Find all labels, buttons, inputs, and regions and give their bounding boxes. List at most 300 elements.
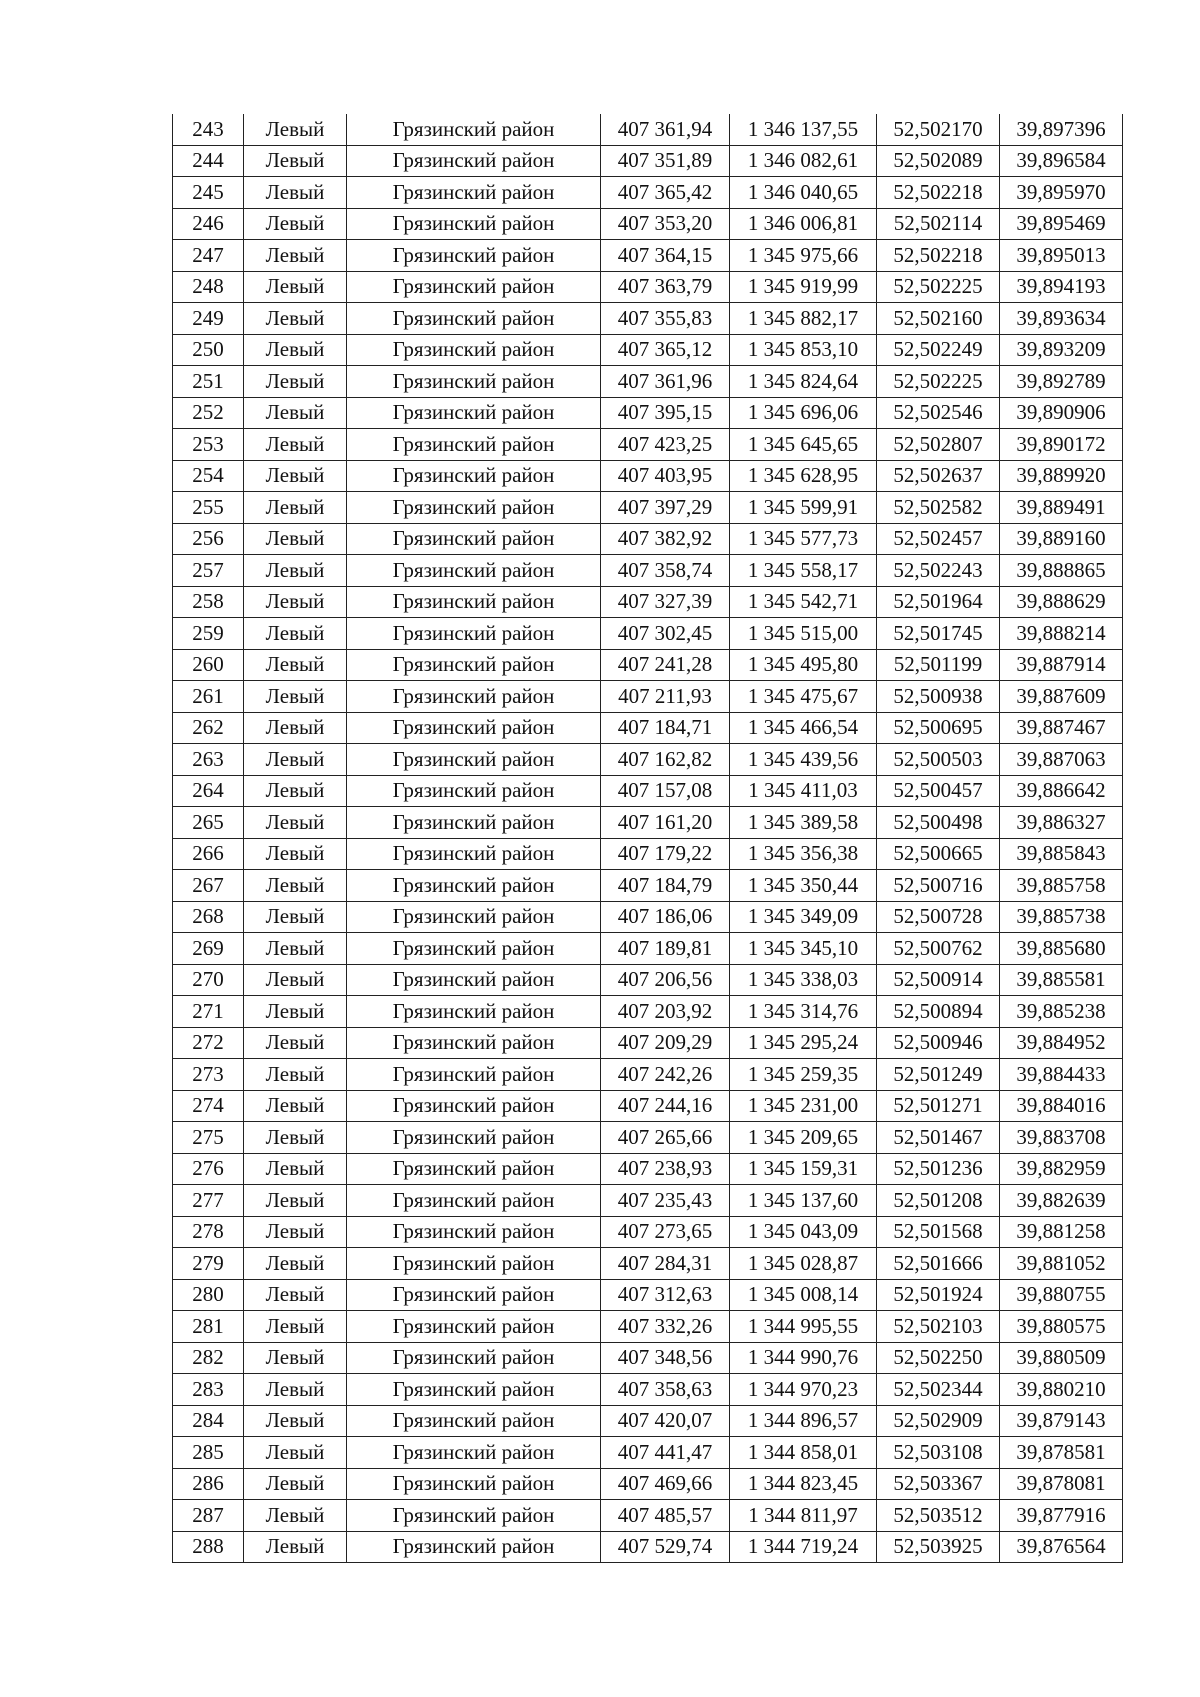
table-row [173, 901, 1123, 933]
table-row [173, 933, 1123, 965]
district-cell: Грязинский район [347, 492, 601, 524]
district-cell: Грязинский район [347, 712, 601, 744]
latitude-cell: 52,501199 [877, 649, 1000, 681]
y-coordinate-cell: 1 345 159,31 [730, 1153, 877, 1185]
side-cell: Левый [244, 807, 347, 839]
district-cell: Грязинский район [347, 271, 601, 303]
point-number-cell: 282 [173, 1342, 244, 1374]
longitude-cell: 39,880575 [1000, 1311, 1123, 1343]
point-number-cell: 277 [173, 1185, 244, 1217]
x-coordinate-cell: 407 332,26 [601, 1311, 730, 1343]
side-cell: Левый [244, 1374, 347, 1406]
district-cell: Грязинский район [347, 303, 601, 335]
coordinates-table [172, 114, 1123, 1563]
x-coordinate-cell: 407 403,95 [601, 460, 730, 492]
latitude-cell: 52,500762 [877, 933, 1000, 965]
longitude-cell: 39,884433 [1000, 1059, 1123, 1091]
y-coordinate-cell: 1 345 259,35 [730, 1059, 877, 1091]
latitude-cell: 52,502807 [877, 429, 1000, 461]
longitude-cell: 39,897396 [1000, 114, 1123, 145]
latitude-cell: 52,501964 [877, 586, 1000, 618]
district-cell: Грязинский район [347, 1374, 601, 1406]
table-row [173, 1122, 1123, 1154]
district-cell: Грязинский район [347, 555, 601, 587]
y-coordinate-cell: 1 345 466,54 [730, 712, 877, 744]
y-coordinate-cell: 1 345 356,38 [730, 838, 877, 870]
latitude-cell: 52,502582 [877, 492, 1000, 524]
latitude-cell: 52,501666 [877, 1248, 1000, 1280]
point-number-cell: 284 [173, 1405, 244, 1437]
district-cell: Грязинский район [347, 397, 601, 429]
district-cell: Грязинский район [347, 429, 601, 461]
longitude-cell: 39,889160 [1000, 523, 1123, 555]
table-row [173, 681, 1123, 713]
point-number-cell: 280 [173, 1279, 244, 1311]
side-cell: Левый [244, 1059, 347, 1091]
table-body [173, 114, 1123, 1563]
point-number-cell: 266 [173, 838, 244, 870]
x-coordinate-cell: 407 469,66 [601, 1468, 730, 1500]
latitude-cell: 52,501271 [877, 1090, 1000, 1122]
x-coordinate-cell: 407 361,96 [601, 366, 730, 398]
latitude-cell: 52,500457 [877, 775, 1000, 807]
side-cell: Левый [244, 964, 347, 996]
x-coordinate-cell: 407 529,74 [601, 1531, 730, 1563]
district-cell: Грязинский район [347, 1437, 601, 1469]
district-cell: Грязинский район [347, 460, 601, 492]
x-coordinate-cell: 407 273,65 [601, 1216, 730, 1248]
district-cell: Грязинский район [347, 1279, 601, 1311]
latitude-cell: 52,500695 [877, 712, 1000, 744]
latitude-cell: 52,502249 [877, 334, 1000, 366]
x-coordinate-cell: 407 244,16 [601, 1090, 730, 1122]
longitude-cell: 39,885738 [1000, 901, 1123, 933]
point-number-cell: 257 [173, 555, 244, 587]
point-number-cell: 256 [173, 523, 244, 555]
x-coordinate-cell: 407 363,79 [601, 271, 730, 303]
x-coordinate-cell: 407 265,66 [601, 1122, 730, 1154]
point-number-cell: 278 [173, 1216, 244, 1248]
district-cell: Грязинский район [347, 1248, 601, 1280]
latitude-cell: 52,501208 [877, 1185, 1000, 1217]
latitude-cell: 52,500938 [877, 681, 1000, 713]
point-number-cell: 274 [173, 1090, 244, 1122]
y-coordinate-cell: 1 345 515,00 [730, 618, 877, 650]
point-number-cell: 288 [173, 1531, 244, 1563]
table-row [173, 807, 1123, 839]
longitude-cell: 39,882639 [1000, 1185, 1123, 1217]
latitude-cell: 52,502225 [877, 271, 1000, 303]
y-coordinate-cell: 1 345 439,56 [730, 744, 877, 776]
x-coordinate-cell: 407 358,74 [601, 555, 730, 587]
district-cell: Грязинский район [347, 807, 601, 839]
table-row [173, 1311, 1123, 1343]
district-cell: Грязинский район [347, 114, 601, 145]
side-cell: Левый [244, 334, 347, 366]
point-number-cell: 285 [173, 1437, 244, 1469]
x-coordinate-cell: 407 397,29 [601, 492, 730, 524]
district-cell: Грязинский район [347, 1468, 601, 1500]
x-coordinate-cell: 407 420,07 [601, 1405, 730, 1437]
longitude-cell: 39,878081 [1000, 1468, 1123, 1500]
longitude-cell: 39,879143 [1000, 1405, 1123, 1437]
point-number-cell: 276 [173, 1153, 244, 1185]
longitude-cell: 39,882959 [1000, 1153, 1123, 1185]
side-cell: Левый [244, 1468, 347, 1500]
side-cell: Левый [244, 744, 347, 776]
latitude-cell: 52,501745 [877, 618, 1000, 650]
table-row [173, 1500, 1123, 1532]
point-number-cell: 259 [173, 618, 244, 650]
point-number-cell: 287 [173, 1500, 244, 1532]
side-cell: Левый [244, 366, 347, 398]
y-coordinate-cell: 1 345 349,09 [730, 901, 877, 933]
table-row [173, 1059, 1123, 1091]
district-cell: Грязинский район [347, 523, 601, 555]
point-number-cell: 243 [173, 114, 244, 145]
latitude-cell: 52,502909 [877, 1405, 1000, 1437]
x-coordinate-cell: 407 351,89 [601, 145, 730, 177]
point-number-cell: 263 [173, 744, 244, 776]
latitude-cell: 52,500946 [877, 1027, 1000, 1059]
point-number-cell: 261 [173, 681, 244, 713]
latitude-cell: 52,500716 [877, 870, 1000, 902]
latitude-cell: 52,502637 [877, 460, 1000, 492]
side-cell: Левый [244, 1122, 347, 1154]
district-cell: Грязинский район [347, 145, 601, 177]
side-cell: Левый [244, 618, 347, 650]
point-number-cell: 251 [173, 366, 244, 398]
district-cell: Грязинский район [347, 1153, 601, 1185]
y-coordinate-cell: 1 345 411,03 [730, 775, 877, 807]
x-coordinate-cell: 407 179,22 [601, 838, 730, 870]
table-row [173, 1248, 1123, 1280]
district-cell: Грязинский район [347, 208, 601, 240]
side-cell: Левый [244, 838, 347, 870]
latitude-cell: 52,502103 [877, 1311, 1000, 1343]
side-cell: Левый [244, 303, 347, 335]
table-row [173, 1437, 1123, 1469]
table-row [173, 1153, 1123, 1185]
x-coordinate-cell: 407 302,45 [601, 618, 730, 650]
y-coordinate-cell: 1 344 896,57 [730, 1405, 877, 1437]
longitude-cell: 39,884952 [1000, 1027, 1123, 1059]
longitude-cell: 39,886642 [1000, 775, 1123, 807]
latitude-cell: 52,500498 [877, 807, 1000, 839]
point-number-cell: 275 [173, 1122, 244, 1154]
x-coordinate-cell: 407 186,06 [601, 901, 730, 933]
x-coordinate-cell: 407 184,79 [601, 870, 730, 902]
x-coordinate-cell: 407 441,47 [601, 1437, 730, 1469]
side-cell: Левый [244, 271, 347, 303]
latitude-cell: 52,500665 [877, 838, 1000, 870]
table-row [173, 1216, 1123, 1248]
latitude-cell: 52,500914 [877, 964, 1000, 996]
x-coordinate-cell: 407 235,43 [601, 1185, 730, 1217]
latitude-cell: 52,502457 [877, 523, 1000, 555]
longitude-cell: 39,878581 [1000, 1437, 1123, 1469]
longitude-cell: 39,890906 [1000, 397, 1123, 429]
y-coordinate-cell: 1 345 314,76 [730, 996, 877, 1028]
point-number-cell: 244 [173, 145, 244, 177]
latitude-cell: 52,502218 [877, 177, 1000, 209]
point-number-cell: 250 [173, 334, 244, 366]
x-coordinate-cell: 407 161,20 [601, 807, 730, 839]
longitude-cell: 39,885758 [1000, 870, 1123, 902]
district-cell: Грязинский район [347, 1500, 601, 1532]
table-row [173, 145, 1123, 177]
district-cell: Грязинский район [347, 964, 601, 996]
district-cell: Грязинский район [347, 334, 601, 366]
x-coordinate-cell: 407 365,42 [601, 177, 730, 209]
point-number-cell: 273 [173, 1059, 244, 1091]
y-coordinate-cell: 1 345 577,73 [730, 523, 877, 555]
side-cell: Левый [244, 649, 347, 681]
latitude-cell: 52,502243 [877, 555, 1000, 587]
longitude-cell: 39,885238 [1000, 996, 1123, 1028]
side-cell: Левый [244, 397, 347, 429]
longitude-cell: 39,892789 [1000, 366, 1123, 398]
table-row [173, 492, 1123, 524]
table-row [173, 271, 1123, 303]
x-coordinate-cell: 407 485,57 [601, 1500, 730, 1532]
latitude-cell: 52,501568 [877, 1216, 1000, 1248]
x-coordinate-cell: 407 327,39 [601, 586, 730, 618]
table-row [173, 618, 1123, 650]
longitude-cell: 39,876564 [1000, 1531, 1123, 1563]
longitude-cell: 39,893634 [1000, 303, 1123, 335]
point-number-cell: 260 [173, 649, 244, 681]
x-coordinate-cell: 407 284,31 [601, 1248, 730, 1280]
y-coordinate-cell: 1 345 350,44 [730, 870, 877, 902]
longitude-cell: 39,894193 [1000, 271, 1123, 303]
side-cell: Левый [244, 775, 347, 807]
x-coordinate-cell: 407 365,12 [601, 334, 730, 366]
latitude-cell: 52,502344 [877, 1374, 1000, 1406]
point-number-cell: 254 [173, 460, 244, 492]
y-coordinate-cell: 1 345 231,00 [730, 1090, 877, 1122]
x-coordinate-cell: 407 395,15 [601, 397, 730, 429]
side-cell: Левый [244, 901, 347, 933]
x-coordinate-cell: 407 209,29 [601, 1027, 730, 1059]
side-cell: Левый [244, 1437, 347, 1469]
longitude-cell: 39,880755 [1000, 1279, 1123, 1311]
side-cell: Левый [244, 177, 347, 209]
district-cell: Грязинский район [347, 775, 601, 807]
side-cell: Левый [244, 1185, 347, 1217]
longitude-cell: 39,884016 [1000, 1090, 1123, 1122]
table-row [173, 303, 1123, 335]
y-coordinate-cell: 1 345 137,60 [730, 1185, 877, 1217]
latitude-cell: 52,502114 [877, 208, 1000, 240]
y-coordinate-cell: 1 345 028,87 [730, 1248, 877, 1280]
point-number-cell: 248 [173, 271, 244, 303]
latitude-cell: 52,501467 [877, 1122, 1000, 1154]
longitude-cell: 39,895970 [1000, 177, 1123, 209]
side-cell: Левый [244, 870, 347, 902]
y-coordinate-cell: 1 344 811,97 [730, 1500, 877, 1532]
district-cell: Грязинский район [347, 838, 601, 870]
y-coordinate-cell: 1 346 006,81 [730, 208, 877, 240]
x-coordinate-cell: 407 353,20 [601, 208, 730, 240]
point-number-cell: 245 [173, 177, 244, 209]
district-cell: Грязинский район [347, 1027, 601, 1059]
district-cell: Грязинский район [347, 366, 601, 398]
y-coordinate-cell: 1 345 975,66 [730, 240, 877, 272]
y-coordinate-cell: 1 345 558,17 [730, 555, 877, 587]
table-row [173, 460, 1123, 492]
table-row [173, 996, 1123, 1028]
longitude-cell: 39,885581 [1000, 964, 1123, 996]
side-cell: Левый [244, 1153, 347, 1185]
point-number-cell: 262 [173, 712, 244, 744]
table-row [173, 586, 1123, 618]
table-row [173, 712, 1123, 744]
side-cell: Левый [244, 996, 347, 1028]
latitude-cell: 52,502546 [877, 397, 1000, 429]
side-cell: Левый [244, 1027, 347, 1059]
longitude-cell: 39,881052 [1000, 1248, 1123, 1280]
table-row [173, 429, 1123, 461]
x-coordinate-cell: 407 206,56 [601, 964, 730, 996]
table-row [173, 1090, 1123, 1122]
x-coordinate-cell: 407 189,81 [601, 933, 730, 965]
point-number-cell: 283 [173, 1374, 244, 1406]
y-coordinate-cell: 1 346 137,55 [730, 114, 877, 145]
latitude-cell: 52,501249 [877, 1059, 1000, 1091]
side-cell: Левый [244, 681, 347, 713]
district-cell: Грязинский район [347, 1531, 601, 1563]
district-cell: Грязинский район [347, 1216, 601, 1248]
table-row [173, 177, 1123, 209]
side-cell: Левый [244, 523, 347, 555]
table-row [173, 114, 1123, 145]
point-number-cell: 272 [173, 1027, 244, 1059]
district-cell: Грязинский район [347, 681, 601, 713]
table-row [173, 523, 1123, 555]
y-coordinate-cell: 1 345 919,99 [730, 271, 877, 303]
x-coordinate-cell: 407 355,83 [601, 303, 730, 335]
table-row [173, 1468, 1123, 1500]
y-coordinate-cell: 1 344 719,24 [730, 1531, 877, 1563]
point-number-cell: 281 [173, 1311, 244, 1343]
side-cell: Левый [244, 1216, 347, 1248]
table-row [173, 208, 1123, 240]
latitude-cell: 52,502089 [877, 145, 1000, 177]
longitude-cell: 39,887609 [1000, 681, 1123, 713]
x-coordinate-cell: 407 241,28 [601, 649, 730, 681]
district-cell: Грязинский район [347, 1090, 601, 1122]
point-number-cell: 264 [173, 775, 244, 807]
x-coordinate-cell: 407 162,82 [601, 744, 730, 776]
point-number-cell: 286 [173, 1468, 244, 1500]
side-cell: Левый [244, 1531, 347, 1563]
side-cell: Левый [244, 1279, 347, 1311]
y-coordinate-cell: 1 345 209,65 [730, 1122, 877, 1154]
longitude-cell: 39,896584 [1000, 145, 1123, 177]
latitude-cell: 52,502218 [877, 240, 1000, 272]
x-coordinate-cell: 407 312,63 [601, 1279, 730, 1311]
y-coordinate-cell: 1 346 082,61 [730, 145, 877, 177]
latitude-cell: 52,500503 [877, 744, 1000, 776]
x-coordinate-cell: 407 361,94 [601, 114, 730, 145]
side-cell: Левый [244, 1311, 347, 1343]
table-row [173, 1374, 1123, 1406]
point-number-cell: 249 [173, 303, 244, 335]
district-cell: Грязинский район [347, 586, 601, 618]
longitude-cell: 39,877916 [1000, 1500, 1123, 1532]
y-coordinate-cell: 1 345 599,91 [730, 492, 877, 524]
side-cell: Левый [244, 208, 347, 240]
y-coordinate-cell: 1 345 696,06 [730, 397, 877, 429]
longitude-cell: 39,890172 [1000, 429, 1123, 461]
x-coordinate-cell: 407 348,56 [601, 1342, 730, 1374]
point-number-cell: 252 [173, 397, 244, 429]
side-cell: Левый [244, 429, 347, 461]
longitude-cell: 39,889920 [1000, 460, 1123, 492]
latitude-cell: 52,503512 [877, 1500, 1000, 1532]
point-number-cell: 255 [173, 492, 244, 524]
longitude-cell: 39,895469 [1000, 208, 1123, 240]
x-coordinate-cell: 407 211,93 [601, 681, 730, 713]
district-cell: Грязинский район [347, 177, 601, 209]
y-coordinate-cell: 1 344 858,01 [730, 1437, 877, 1469]
side-cell: Левый [244, 586, 347, 618]
y-coordinate-cell: 1 345 345,10 [730, 933, 877, 965]
point-number-cell: 270 [173, 964, 244, 996]
y-coordinate-cell: 1 345 043,09 [730, 1216, 877, 1248]
longitude-cell: 39,880509 [1000, 1342, 1123, 1374]
x-coordinate-cell: 407 364,15 [601, 240, 730, 272]
side-cell: Левый [244, 1090, 347, 1122]
longitude-cell: 39,888629 [1000, 586, 1123, 618]
y-coordinate-cell: 1 344 990,76 [730, 1342, 877, 1374]
latitude-cell: 52,501924 [877, 1279, 1000, 1311]
longitude-cell: 39,895013 [1000, 240, 1123, 272]
y-coordinate-cell: 1 345 853,10 [730, 334, 877, 366]
district-cell: Грязинский район [347, 1311, 601, 1343]
table-row [173, 240, 1123, 272]
district-cell: Грязинский район [347, 996, 601, 1028]
x-coordinate-cell: 407 423,25 [601, 429, 730, 461]
table-row [173, 870, 1123, 902]
district-cell: Грязинский район [347, 870, 601, 902]
table-row [173, 1342, 1123, 1374]
point-number-cell: 247 [173, 240, 244, 272]
point-number-cell: 265 [173, 807, 244, 839]
x-coordinate-cell: 407 203,92 [601, 996, 730, 1028]
point-number-cell: 271 [173, 996, 244, 1028]
point-number-cell: 269 [173, 933, 244, 965]
longitude-cell: 39,886327 [1000, 807, 1123, 839]
longitude-cell: 39,887063 [1000, 744, 1123, 776]
latitude-cell: 52,500728 [877, 901, 1000, 933]
district-cell: Грязинский район [347, 933, 601, 965]
district-cell: Грязинский район [347, 1342, 601, 1374]
longitude-cell: 39,889491 [1000, 492, 1123, 524]
district-cell: Грязинский район [347, 901, 601, 933]
side-cell: Левый [244, 240, 347, 272]
latitude-cell: 52,503108 [877, 1437, 1000, 1469]
district-cell: Грязинский район [347, 1405, 601, 1437]
point-number-cell: 258 [173, 586, 244, 618]
longitude-cell: 39,881258 [1000, 1216, 1123, 1248]
x-coordinate-cell: 407 238,93 [601, 1153, 730, 1185]
longitude-cell: 39,887467 [1000, 712, 1123, 744]
y-coordinate-cell: 1 344 970,23 [730, 1374, 877, 1406]
point-number-cell: 268 [173, 901, 244, 933]
table-row [173, 1279, 1123, 1311]
